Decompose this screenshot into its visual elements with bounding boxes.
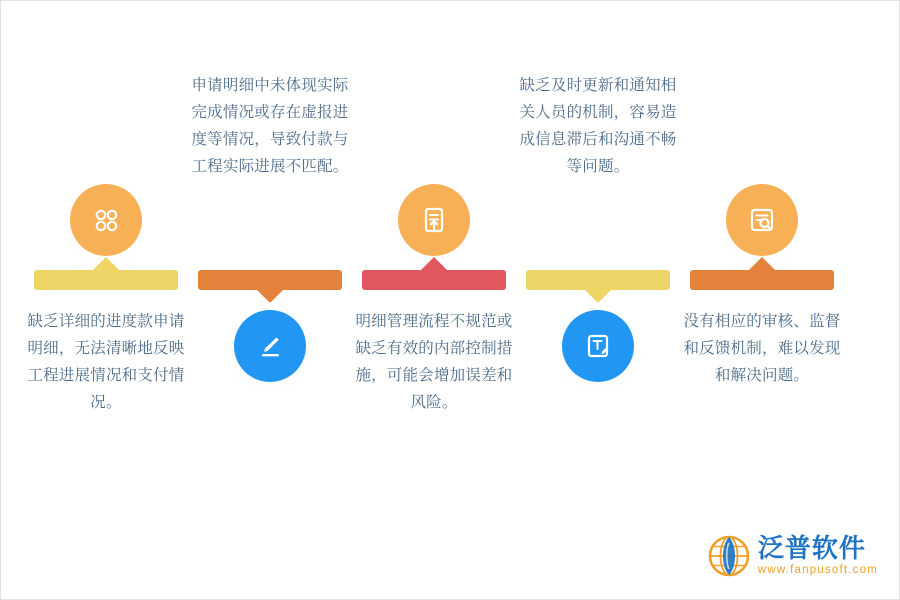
column-text-4: 缺乏及时更新和通知相关人员的机制，容易造成信息滞后和沟通不畅等问题。: [519, 77, 677, 175]
column-bar-4: [526, 270, 670, 290]
diagram-column-4: [516, 60, 680, 480]
logo-name-cn: 泛普软件: [757, 533, 866, 564]
diagram-column-3: [352, 60, 516, 480]
logo-name-en: www.fanpusoft.com: [757, 564, 878, 577]
column-bar-2: [198, 270, 342, 290]
column-bar-5: [690, 270, 834, 290]
brand-logo: [707, 534, 878, 578]
column-bar-3: [362, 270, 506, 290]
diagram-column-1: [24, 60, 188, 480]
diagram-column-5: [680, 60, 844, 480]
document-search-icon: [726, 184, 798, 256]
column-text-5: 没有相应的审核、监督和反馈机制，难以发现和解决问题。: [683, 313, 841, 384]
diagram-column-2: [188, 60, 352, 480]
column-bar-1: [34, 270, 178, 290]
column-text-3: 明细管理流程不规范或缺乏有效的内部控制措施，可能会增加误差和风险。: [355, 313, 513, 411]
globe-icon: [707, 534, 751, 578]
logo-text: [758, 535, 878, 577]
pen-edit-icon: [234, 310, 306, 382]
document-text-edit-icon: [562, 310, 634, 382]
circles-grid-icon: [70, 184, 142, 256]
column-text-1: 缺乏详细的进度款申请明细，无法清晰地反映工程进展情况和支付情况。: [27, 313, 185, 411]
column-text-2: 申请明细中未体现实际完成情况或存在虚报进度等情况，导致付款与工程实际进展不匹配。: [191, 77, 349, 175]
document-upload-icon: [398, 184, 470, 256]
